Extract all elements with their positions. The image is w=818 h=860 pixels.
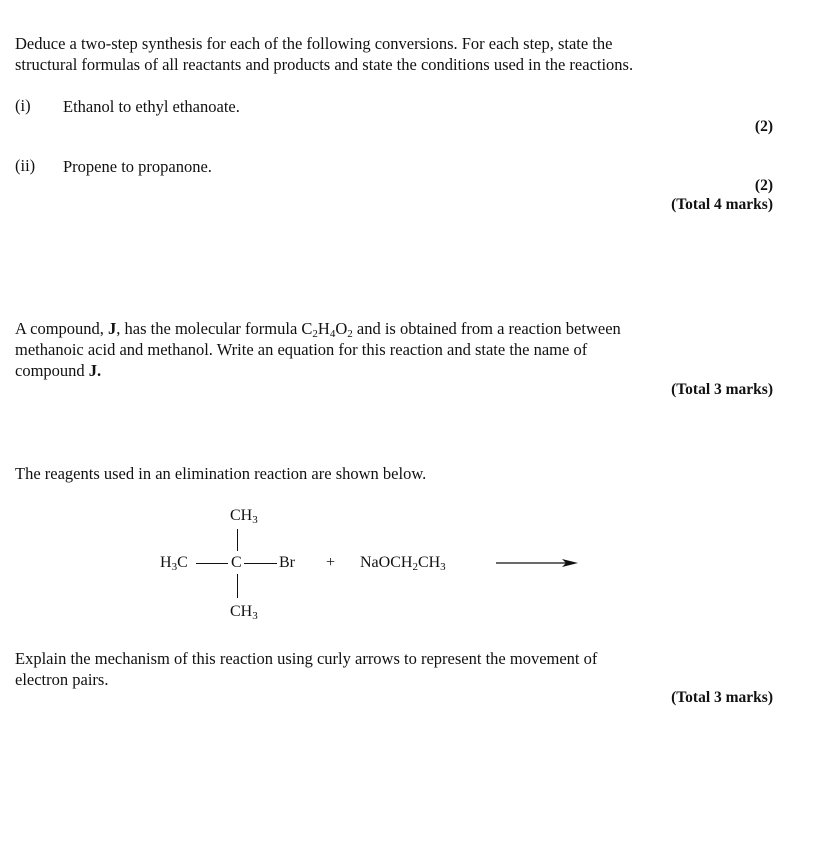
bottom-bond xyxy=(237,574,238,598)
left-bond xyxy=(196,563,228,564)
compound-j-label: J xyxy=(108,319,117,338)
q1-part-i-text: Ethanol to ethyl ethanoate. xyxy=(63,97,240,116)
plus-sign: + xyxy=(326,554,336,571)
top-bond xyxy=(237,529,238,551)
q3-explain-line1: Explain the mechanism of this reaction using curly arrows to represent the movement of xyxy=(15,649,598,668)
bromine-atom: Br xyxy=(279,554,295,571)
q2-line3: compound J. xyxy=(15,361,102,380)
bottom-methyl-group: $CH_3$ xyxy=(230,603,258,622)
q3-intro: The reagents used in an elimination reaction are shown below. xyxy=(15,464,427,483)
q1-intro-line1: Deduce a two-step synthesis for each of the following conversions. For each step, state the xyxy=(15,34,613,53)
q1-part-ii-label: (ii) xyxy=(15,156,36,175)
reaction-arrow-icon xyxy=(496,556,586,570)
q1-total-marks: (Total 4 marks) xyxy=(671,196,773,213)
right-bond xyxy=(244,563,277,564)
q3-total-marks: (Total 3 marks) xyxy=(671,689,773,706)
top-methyl-group: $CH_3$ xyxy=(230,507,258,526)
q3-explain-line2: electron pairs. xyxy=(15,670,109,689)
q1-part-ii-marks: (2) xyxy=(754,177,773,194)
q1-part-i-label: (i) xyxy=(15,96,31,115)
q1-part-ii-text: Propene to propanone. xyxy=(63,157,212,176)
q1-intro-line2: structural formulas of all reactants and products and state the conditions used in the reactions. xyxy=(15,55,634,74)
q1-part-i-marks: (2) xyxy=(754,118,773,135)
central-carbon: C xyxy=(231,554,242,571)
q2-line1: A compound, J, has the molecular formula $C_2H_4O_2$ and is obtained from a reaction between xyxy=(15,319,621,340)
left-methyl-group: $H_3C$ xyxy=(160,554,188,573)
q2-line2: methanoic acid and methanol. Write an equation for this reaction and state the name of xyxy=(15,340,588,359)
sodium-ethoxide: $NaOCH_2CH_3$ xyxy=(360,554,446,573)
q2-total-marks: (Total 3 marks) xyxy=(671,381,773,398)
